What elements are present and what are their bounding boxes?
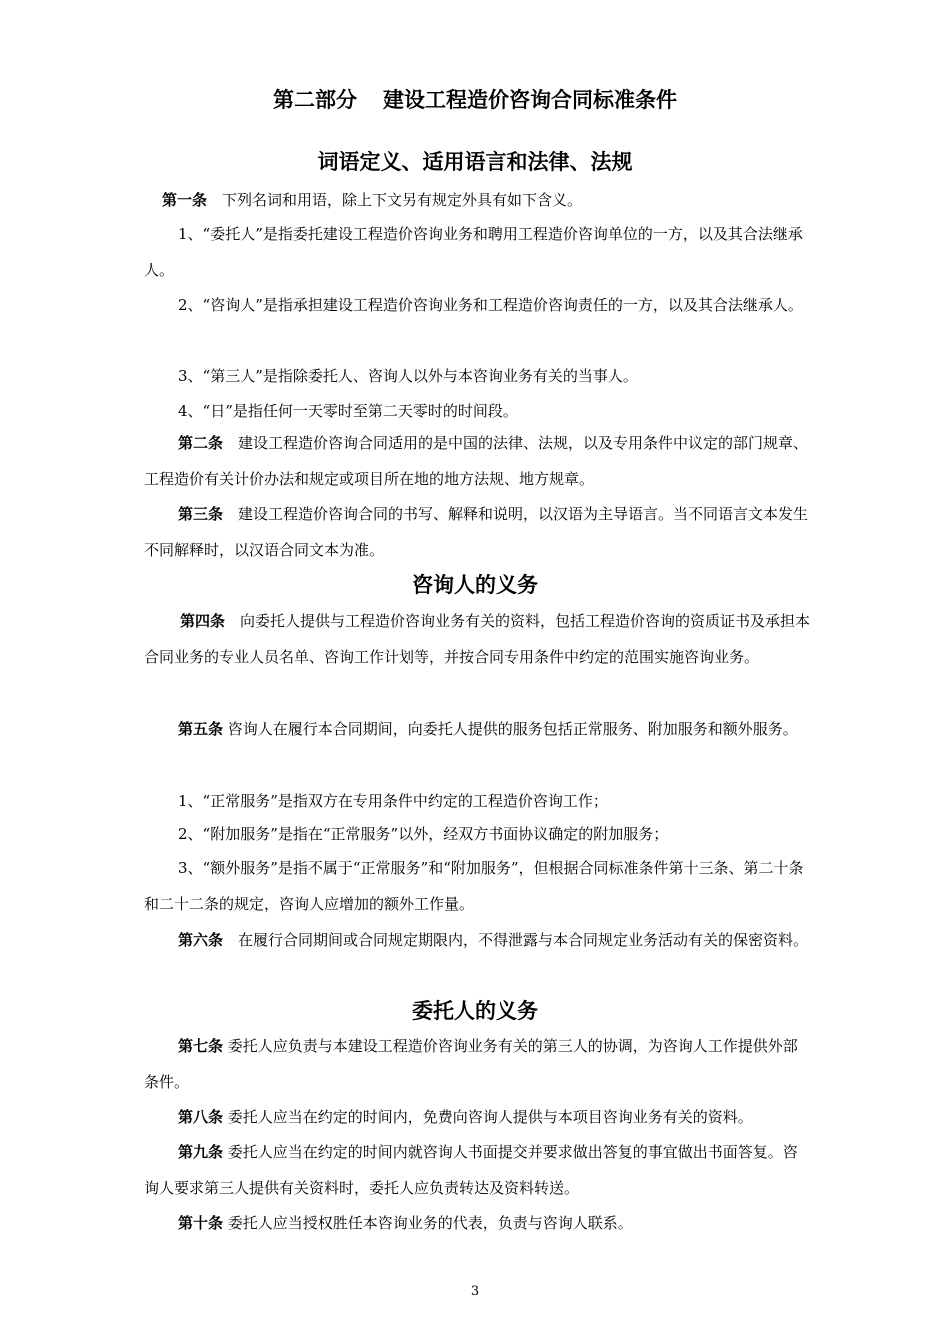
section-heading: 词语定义、适用语言和法律、法规: [317, 150, 633, 174]
list-item: [144, 783, 812, 819]
title-name: 建设工程造价咨询合同标准条件: [383, 88, 677, 112]
article-paragraph: [144, 711, 812, 747]
list-item-text: 4、“日”是指任何一天零时至第二天零时的时间段。: [178, 402, 518, 420]
list-item-text: 1、“委托人”是指委托建设工程造价咨询业务和聘用工程造价咨询单位的一方，以及其合法继承人。: [144, 225, 803, 279]
article-paragraph: [144, 1205, 812, 1241]
page-number: 3: [470, 1284, 480, 1299]
article-paragraph: [144, 425, 812, 497]
list-item: [144, 216, 812, 288]
article-text: 建设工程造价咨询合同的书写、解释和说明，以汉语为主导语言。当不同语言文本发生不同解释时，以汉语合同文本为准。: [144, 505, 809, 559]
article-paragraph: [144, 1028, 812, 1100]
article-text: 委托人应当在约定的时间内，免费向咨询人提供与本项目咨询业务有关的资料。: [227, 1108, 753, 1126]
article-number: 第八条: [178, 1108, 224, 1126]
list-item-text: 2、“附加服务”是指在“正常服务”以外，经双方书面协议确定的附加服务；: [178, 825, 669, 843]
article-text: 向委托人提供与工程造价咨询业务有关的资料，包括工程造价咨询的资质证书及承担本合同业务的专业人员名单、咨询工作计划等，并按合同专用条件中约定的范围实施咨询业务。: [144, 612, 811, 666]
article-paragraph: [144, 1099, 812, 1135]
article-paragraph: [144, 603, 812, 675]
article-text: 委托人应当授权胜任本咨询业务的代表，负责与咨询人联系。: [227, 1214, 633, 1232]
list-item: [144, 850, 812, 922]
page-title: [0, 84, 950, 114]
list-item-text: 3、“额外服务”是指不属于“正常服务”和“附加服务”，但根据合同标准条件第十三条、第二十条和二十二条的规定，咨询人应增加的额外工作量。: [144, 859, 804, 913]
article-text: 委托人应当在约定的时间内就咨询人书面提交并要求做出答复的事宜做出书面答复。咨询人要求第三人提供有关资料时，委托人应负责转达及资料转送。: [144, 1143, 798, 1197]
list-item: [144, 816, 812, 852]
article-number: 第二条: [178, 434, 224, 452]
article-paragraph: [144, 496, 812, 568]
list-item-text: 2、“咨询人”是指承担建设工程造价咨询业务和工程造价咨询责任的一方，以及其合法继承人。: [178, 296, 803, 314]
list-item: [144, 287, 812, 323]
article-text: 咨询人在履行本合同期间，向委托人提供的服务包括正常服务、附加服务和额外服务。: [227, 720, 798, 738]
section-heading: 咨询人的义务: [412, 573, 538, 597]
section-heading: 委托人的义务: [412, 999, 538, 1023]
article-number: 第十条: [178, 1214, 224, 1232]
article-number: 第九条: [178, 1143, 224, 1161]
article-paragraph: [144, 922, 812, 958]
article-text: 下列名词和用语，除上下文另有规定外具有如下含义。: [222, 191, 583, 209]
article-number: 第三条: [178, 505, 224, 523]
list-item-text: 3、“第三人”是指除委托人、咨询人以外与本咨询业务有关的当事人。: [178, 367, 638, 385]
list-item: [144, 393, 812, 429]
article-text: 委托人应负责与本建设工程造价咨询业务有关的第三人的协调，为咨询人工作提供外部条件。: [144, 1037, 798, 1091]
list-item-text: 1、“正常服务”是指双方在专用条件中约定的工程造价咨询工作；: [178, 792, 608, 810]
title-part: 第二部分: [273, 88, 357, 112]
article-number: 第四条: [180, 612, 226, 630]
article-paragraph: [144, 1134, 812, 1206]
article-number: 第五条: [178, 720, 224, 738]
article-number: 第六条: [178, 931, 224, 949]
article-text: 建设工程造价咨询合同适用的是中国的法律、法规，以及专用条件中议定的部门规章、工程造价有关计价办法和规定或项目所在地的地方法规、地方规章。: [144, 434, 809, 488]
list-item: [144, 358, 812, 394]
article-text: 在履行合同期间或合同规定期限内，不得泄露与本合同规定业务活动有关的保密资料。: [238, 931, 809, 949]
article-number: 第一条: [162, 191, 208, 209]
article-number: 第七条: [178, 1037, 224, 1055]
article-paragraph: [144, 182, 812, 218]
